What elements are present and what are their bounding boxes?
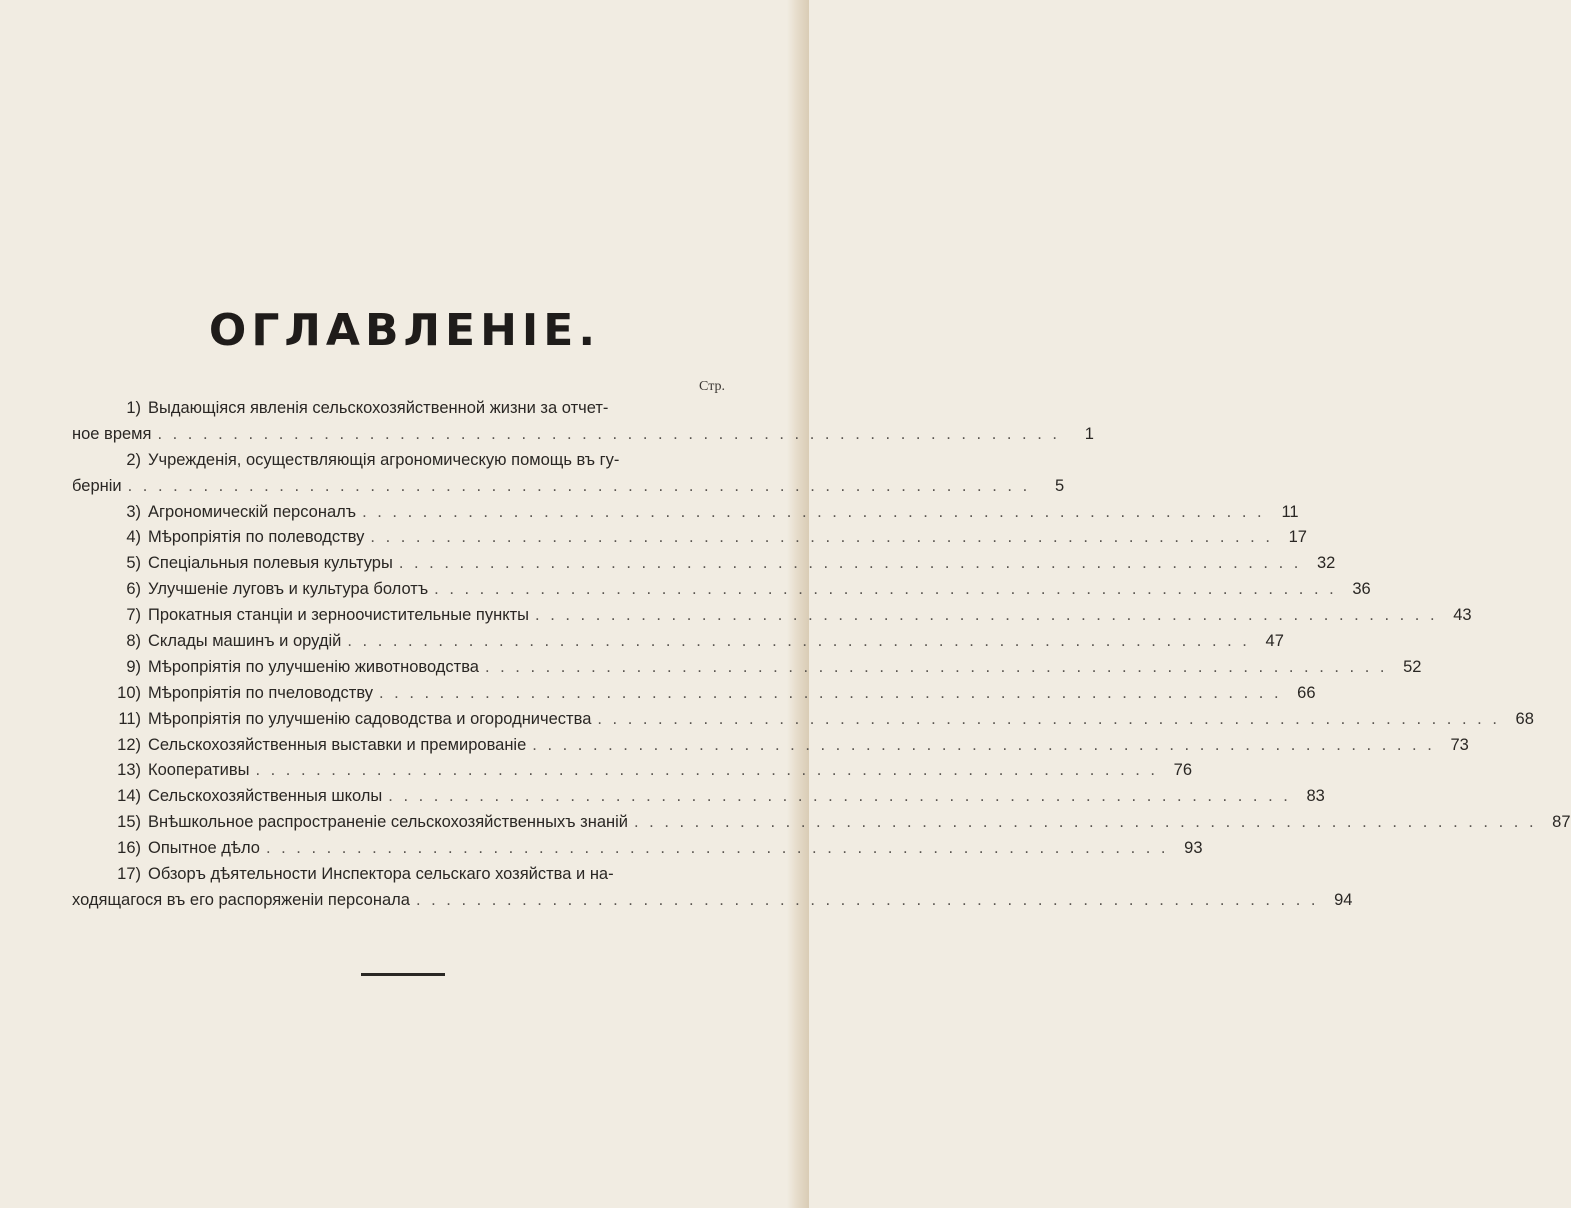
dot-leader (393, 551, 1302, 577)
toc-entry-page: 73 (1450, 735, 1469, 754)
toc-entry-title: Спеціальныя полевыя культуры (148, 554, 393, 573)
toc-entry-title: Учрежденія, осуществляющія агрономическую помощь въ гу- (148, 450, 620, 469)
toc-entry-page: 66 (1297, 683, 1316, 702)
dot-leader (341, 629, 1250, 655)
toc-entry-page: 76 (1173, 761, 1192, 780)
toc-entry-13 (72, 758, 1192, 784)
toc-entry-number: 1) (126, 399, 141, 417)
toc-entry-title: Склады машинъ и орудій (148, 632, 342, 651)
toc-entry-16 (72, 836, 1203, 862)
toc-entry-page: 52 (1403, 657, 1422, 676)
dot-leader (364, 525, 1273, 551)
toc-entry-8 (72, 629, 1284, 655)
toc-entry-page: 43 (1453, 606, 1472, 625)
dot-leader (122, 474, 1031, 500)
toc-entry-page: 1 (1084, 424, 1094, 443)
toc-entry-number: 11) (118, 709, 141, 728)
toc-entry-4 (72, 525, 1307, 551)
toc-entry-number: 8) (126, 632, 141, 651)
toc-entry-title: Выдающіяся явленія сельскохозяйственной жизни за отчет- (148, 399, 609, 417)
toc-entry-page: 87 (1552, 813, 1571, 832)
toc-entry-title: Улучшеніе луговъ и культура болотъ (148, 580, 429, 599)
toc-entry-title-continuation: берніи (72, 476, 122, 495)
dot-leader (529, 603, 1438, 629)
dot-leader (356, 500, 1265, 526)
toc-entry-page: 5 (1054, 476, 1065, 495)
dot-leader (591, 707, 1500, 733)
toc-entry-9 (72, 655, 1422, 681)
toc-entry-number: 3) (126, 502, 141, 521)
toc-entry-title: Сельскохозяйственныя выставки и премированіе (148, 735, 527, 754)
toc-entry-title: Прокатныя станціи и зерноочистительные пункты (148, 606, 530, 625)
toc-entry-number: 12) (117, 735, 141, 754)
toc-entry-page: 83 (1306, 787, 1325, 806)
toc-entry-title: Опытное дѣло (148, 839, 260, 858)
toc-entry-number: 9) (126, 657, 141, 676)
toc-entry-title: Мѣропріятія по полеводству (148, 528, 365, 547)
toc-entry-number: 13) (117, 761, 141, 780)
toc-entry-17-line-2 (72, 888, 1353, 914)
toc-entry-number: 7) (126, 606, 141, 625)
toc-entry-number: 14) (117, 787, 141, 806)
toc-entry-14 (72, 784, 1325, 810)
dot-leader (249, 758, 1158, 784)
toc-entry-page: 36 (1352, 580, 1371, 599)
toc-entry-page: 17 (1288, 528, 1307, 547)
toc-entry-title-continuation: ходящагося въ его распоряженіи персонала (72, 890, 410, 909)
table-of-contents (72, 396, 1571, 914)
toc-entry-page: 68 (1515, 709, 1534, 728)
toc-entry-10 (72, 681, 1316, 707)
toc-entry-title: Обзоръ дѣятельности Инспектора сельскаго хозяйства и на- (148, 865, 614, 884)
toc-entry-page: 93 (1184, 839, 1203, 858)
dot-leader (382, 784, 1291, 810)
toc-entry-title: Мѣропріятія по пчеловодству (148, 683, 373, 702)
toc-entry-number: 16) (117, 839, 141, 858)
dot-leader (260, 836, 1169, 862)
toc-entry-3 (72, 500, 1299, 526)
toc-entry-page: 11 (1281, 502, 1299, 521)
toc-entry-number: 4) (126, 528, 141, 547)
dot-leader (410, 888, 1319, 914)
toc-entry-title: Агрономическій персоналъ (148, 502, 357, 521)
toc-entry-2-line-2 (72, 474, 1065, 500)
toc-entry-title: Сельскохозяйственныя школы (148, 787, 383, 806)
toc-entry-title: Мѣропріятія по улучшенію садоводства и огородничества (148, 709, 592, 728)
toc-entry-page: 32 (1316, 554, 1336, 573)
toc-entry-number: 10) (117, 683, 141, 702)
toc-entry-title: Внѣшкольное распространеніе сельскохозяйственныхъ знаній (148, 813, 628, 832)
toc-entry-number: 5) (126, 554, 141, 573)
dot-leader (628, 810, 1537, 836)
page-title: ОГЛАВЛЕНІЕ. (208, 305, 601, 356)
dot-leader (151, 422, 1060, 448)
toc-entry-page: 94 (1334, 890, 1353, 909)
toc-entry-title: Кооперативы (148, 761, 250, 780)
toc-entry-number: 17) (117, 865, 141, 884)
toc-entry-page: 47 (1265, 632, 1284, 651)
toc-entry-17-line-1 (72, 862, 724, 888)
toc-entry-12 (72, 733, 1469, 759)
page-column-label: Стр. (699, 379, 725, 394)
toc-entry-11 (72, 707, 1534, 733)
toc-entry-number: 15) (117, 813, 141, 832)
closing-rule (361, 973, 445, 976)
toc-entry-7 (72, 603, 1472, 629)
dot-leader (428, 577, 1337, 603)
toc-entry-title-continuation: ное время (72, 424, 152, 443)
toc-entry-1-line-2 (72, 422, 1094, 448)
toc-entry-title: Мѣропріятія по улучшенію животноводства (148, 657, 479, 676)
toc-entry-number: 6) (126, 580, 141, 599)
toc-entry-5 (72, 551, 1336, 577)
dot-leader (479, 655, 1388, 681)
toc-entry-6 (72, 577, 1371, 603)
dot-leader (526, 733, 1435, 759)
dot-leader (373, 681, 1282, 707)
toc-entry-2-line-1 (72, 448, 724, 474)
toc-entry-number: 2) (126, 450, 141, 469)
toc-entry-15 (72, 810, 1571, 836)
toc-entry-1-line-1 (72, 396, 724, 422)
